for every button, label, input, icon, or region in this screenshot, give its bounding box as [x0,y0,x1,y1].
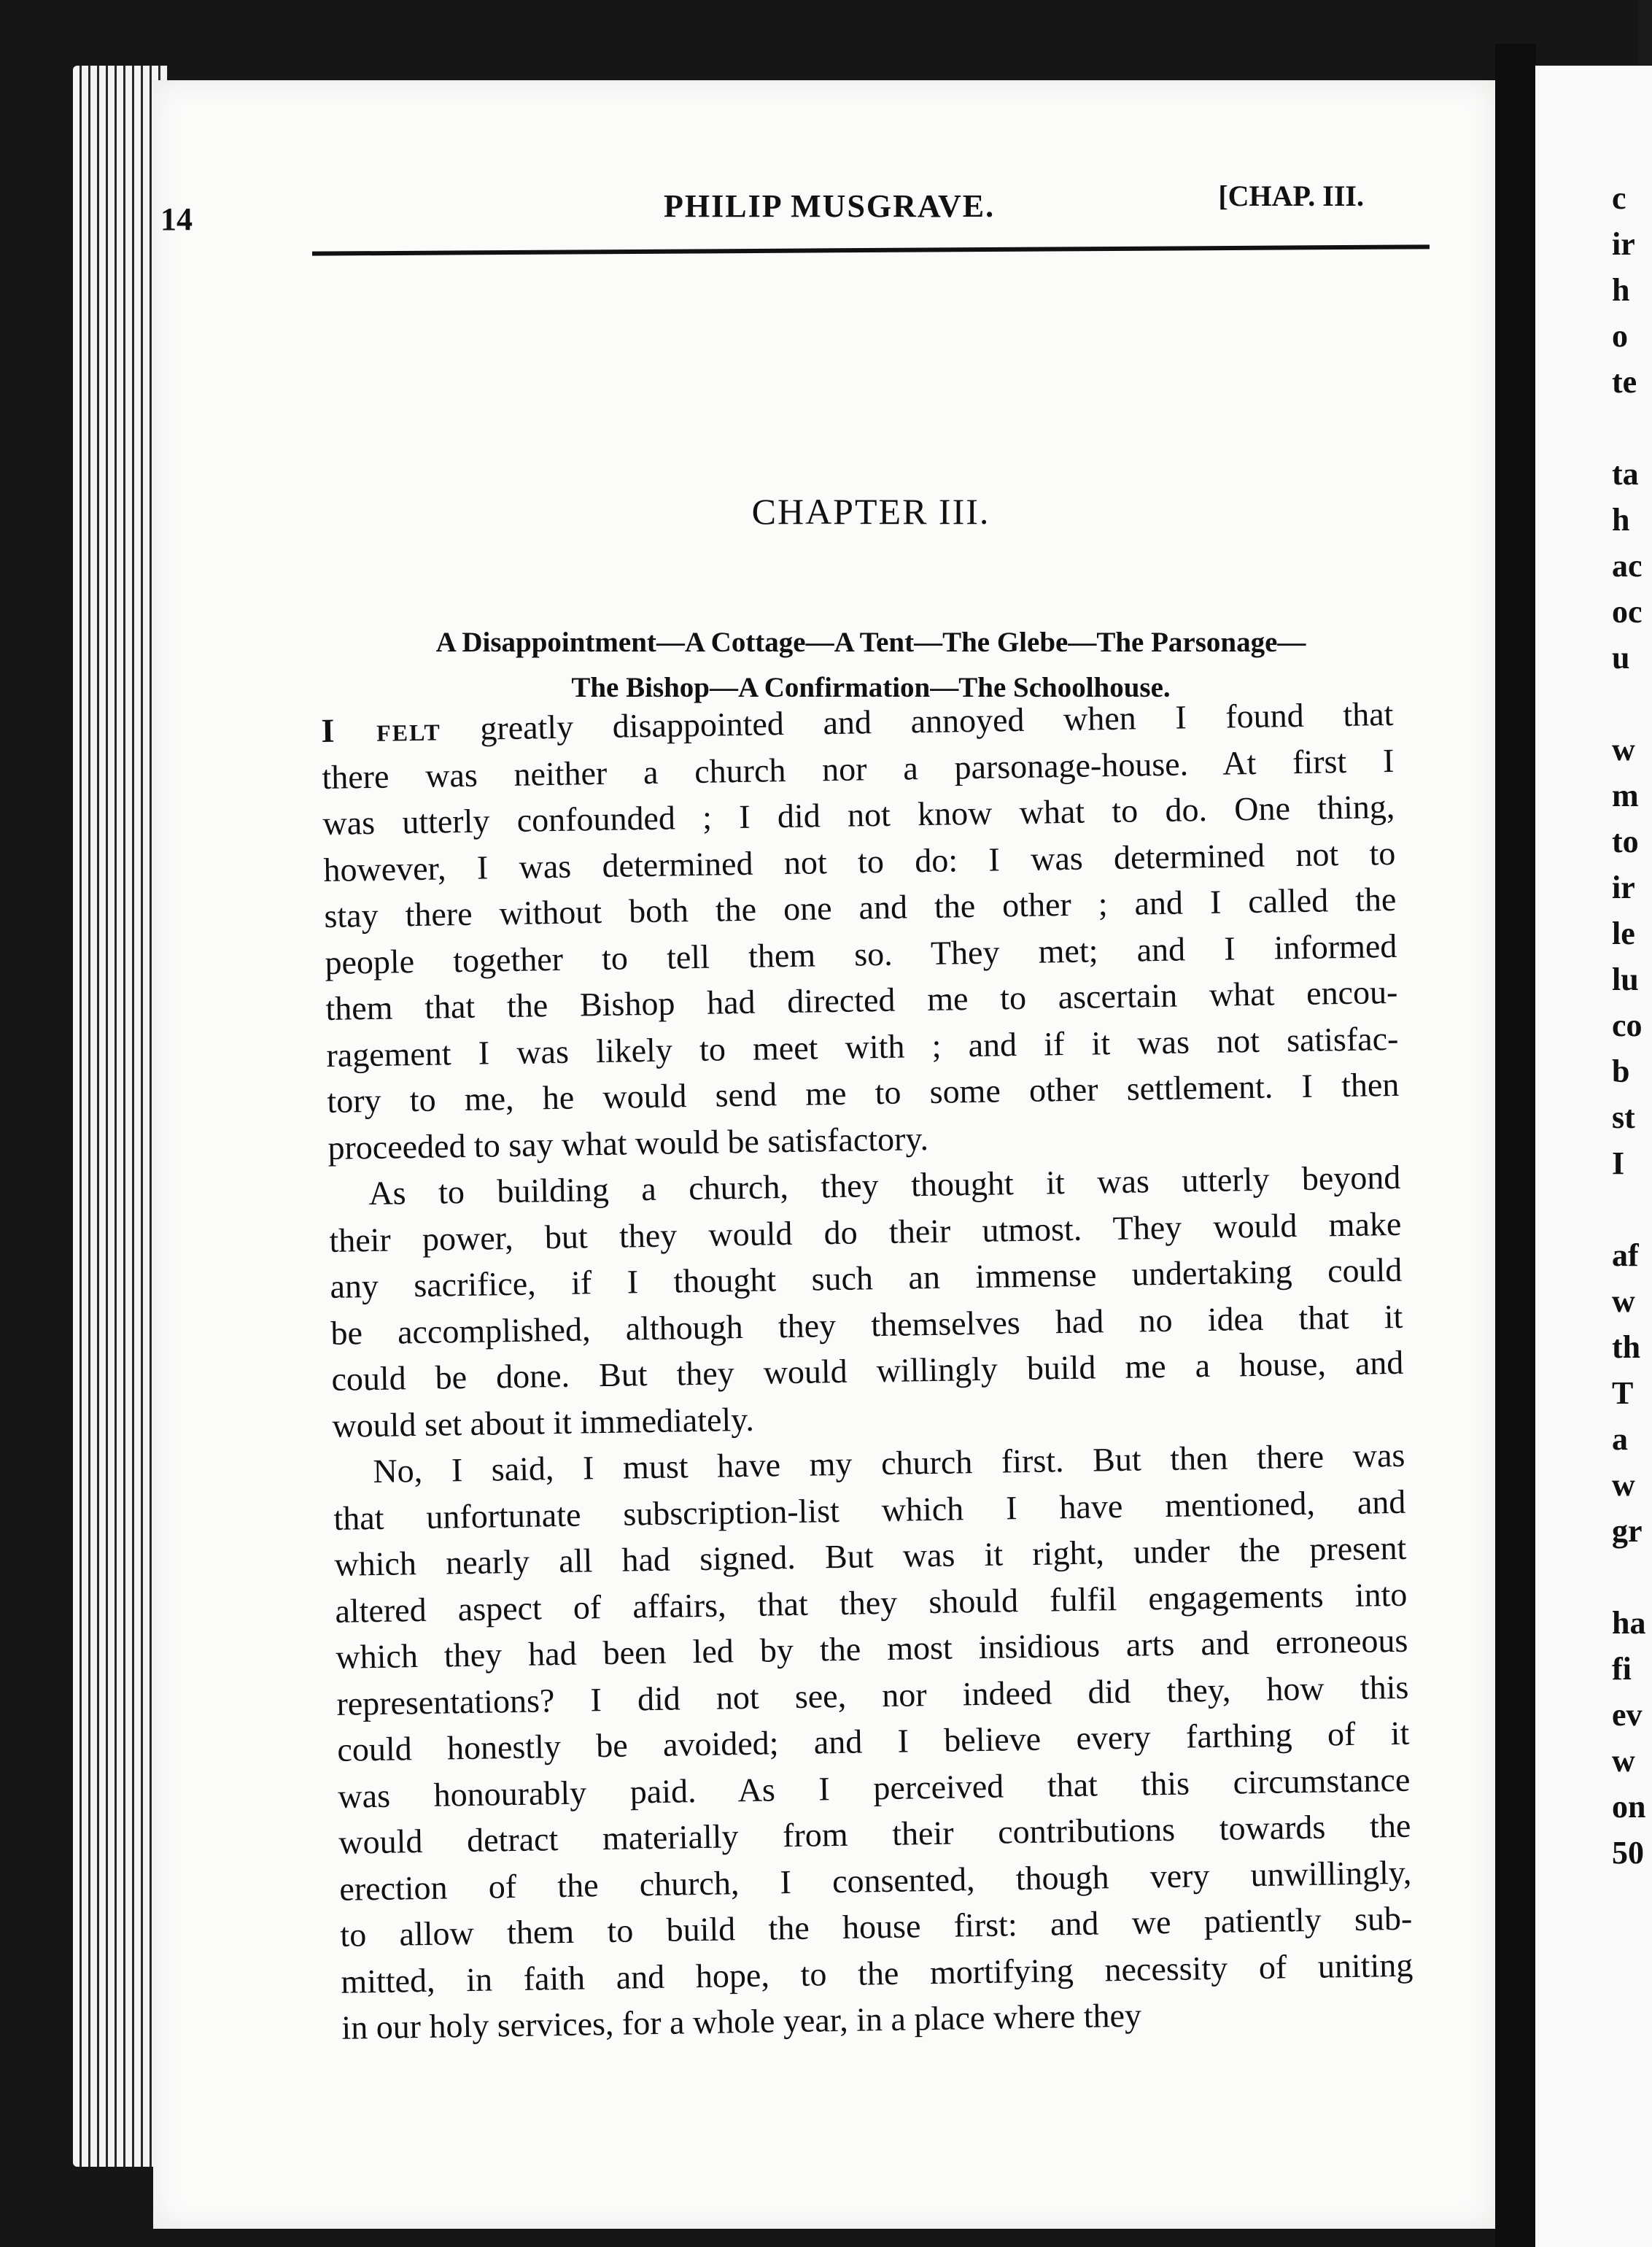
text-line: in our holy services, for a whole year, in a place where they [341,1996,1142,2046]
facing-page-fragment: h [1612,272,1630,308]
facing-page-fragment: c [1612,180,1626,216]
facing-page-fragment [1612,405,1645,451]
text-line: altered aspect of affairs, that they should fulfil engagements into [335,1575,1408,1630]
text-line: proceeded to say what would be satisfactory. [327,1119,929,1167]
facing-page-fragment: b [1612,1053,1630,1089]
synopsis-line-1: A Disappointment—A Cottage—A Tent—The Glebe—The Parsonage— [435,627,1306,658]
text-line: tory to me, he would send me to some other settlement. I then [327,1065,1400,1120]
text-line: there was neither a church nor a parsonage-house. At first I [322,741,1395,796]
facing-page-fragment: w [1612,1743,1635,1779]
text-line: was honourably paid. As I perceived that this circumstance [338,1760,1411,1815]
facing-page-fragment: h [1612,502,1630,538]
facing-page-fragment: to [1612,824,1639,859]
running-title: PHILIP MUSGRAVE. [664,188,996,224]
text-line: which they had been led by the most insidious arts and erroneous [336,1621,1408,1676]
facing-page-fragment: af [1612,1237,1639,1273]
facing-page-text-fragments [1612,175,1645,1876]
text-line: could be done. But they would willingly build me a house, and [331,1343,1404,1398]
text-line: was utterly confounded ; I did not know what to do. One thing, [322,787,1395,842]
text-line: could honestly be avoided; and I believe every farthing of it [337,1714,1410,1768]
facing-page-fragment: u [1612,640,1630,676]
facing-page-fragment: ir [1612,870,1635,905]
facing-page-fragment: o [1612,318,1628,354]
facing-page-fragment: I [1612,1145,1625,1181]
facing-page-fragment: w [1612,732,1635,767]
facing-page-fragment: 50 [1612,1835,1644,1871]
facing-page-fragment [1612,1186,1645,1232]
book-gutter [1495,44,1536,2247]
facing-page-fragment: on [1612,1789,1646,1825]
facing-page-fragment: te [1612,364,1637,400]
synopsis-line-2: The Bishop—A Confirmation—The Schoolhouse. [571,672,1171,703]
facing-page-fragment: co [1612,1008,1643,1043]
text-line: representations? I did not see, nor indeed did they, how this [336,1668,1409,1722]
facing-page-fragment: oc [1612,594,1643,630]
text-line: their power, but they would do their utmost. They would make [329,1204,1402,1259]
text-line: mitted, in faith and hope, to the mortifying necessity of uniting [341,1946,1413,2000]
text-line: would detract materially from their contributions towards the [338,1806,1411,1861]
facing-page-fragment: fi [1612,1651,1632,1687]
facing-page-fragment: ha [1612,1605,1646,1641]
facing-page-fragment: ta [1612,456,1639,492]
facing-page-fragment [1612,681,1645,727]
body-text [321,691,1414,2051]
text-line: any sacrifice, if I thought such an immense undertaking could [330,1250,1403,1305]
facing-page-fragment: th [1612,1329,1641,1365]
text-line: be accomplished, although they themselves had no idea that it [330,1297,1403,1352]
facing-page-fragment: gr [1612,1513,1643,1549]
facing-page-fragment: w [1612,1467,1635,1503]
facing-page-fragment: ir [1612,226,1635,262]
drop-lead: I felt [321,710,442,749]
facing-page-fragment: T [1612,1375,1634,1411]
facing-page-fragment: st [1612,1099,1635,1135]
chapter-reference: [CHAP. III. [1218,179,1364,212]
text-line: As to building a church, they thought it was utterly beyond [368,1158,1401,1213]
page-number: 14 [160,201,193,237]
text-line: to allow them to build the house first: and we patiently sub- [340,1899,1413,1954]
facing-page-fragment: le [1612,916,1635,951]
running-head [160,106,1364,237]
facing-page-fragment: lu [1612,962,1639,997]
text-line: would set about it immediately. [332,1400,755,1444]
text-line: however, I was determined not to do: I was determined not to [323,834,1396,889]
text-line: ragement I was likely to meet with ; and if it was not satisfac- [326,1019,1399,1074]
facing-page-fragment: w [1612,1283,1635,1319]
text-line: stay there without both the one and the other ; and I called the [324,880,1397,935]
facing-page-fragment: a [1612,1421,1628,1457]
facing-page-fragment: ac [1612,548,1643,584]
chapter-title: CHAPTER III. [751,491,990,532]
facing-page-fragment: ev [1612,1697,1643,1733]
facing-page-fragment [1612,1554,1645,1600]
text-line: them that the Bishop had directed me to ascertain what encou- [325,972,1398,1027]
text-line: people together to tell them so. They met; and I informed [325,927,1397,981]
facing-page-fragment: m [1612,778,1639,813]
text-line: I felt greatly disappointed and annoyed when I found that [321,695,1394,749]
text-line: that unfortunate subscription-list which I have mentioned, and [333,1482,1406,1537]
text-line: erection of the church, I consented, though very unwillingly, [339,1853,1412,1908]
text-line: No, I said, I must have my church first. But then there was [373,1436,1405,1490]
text-line: which nearly all had signed. But was it right, under the present [334,1528,1407,1583]
